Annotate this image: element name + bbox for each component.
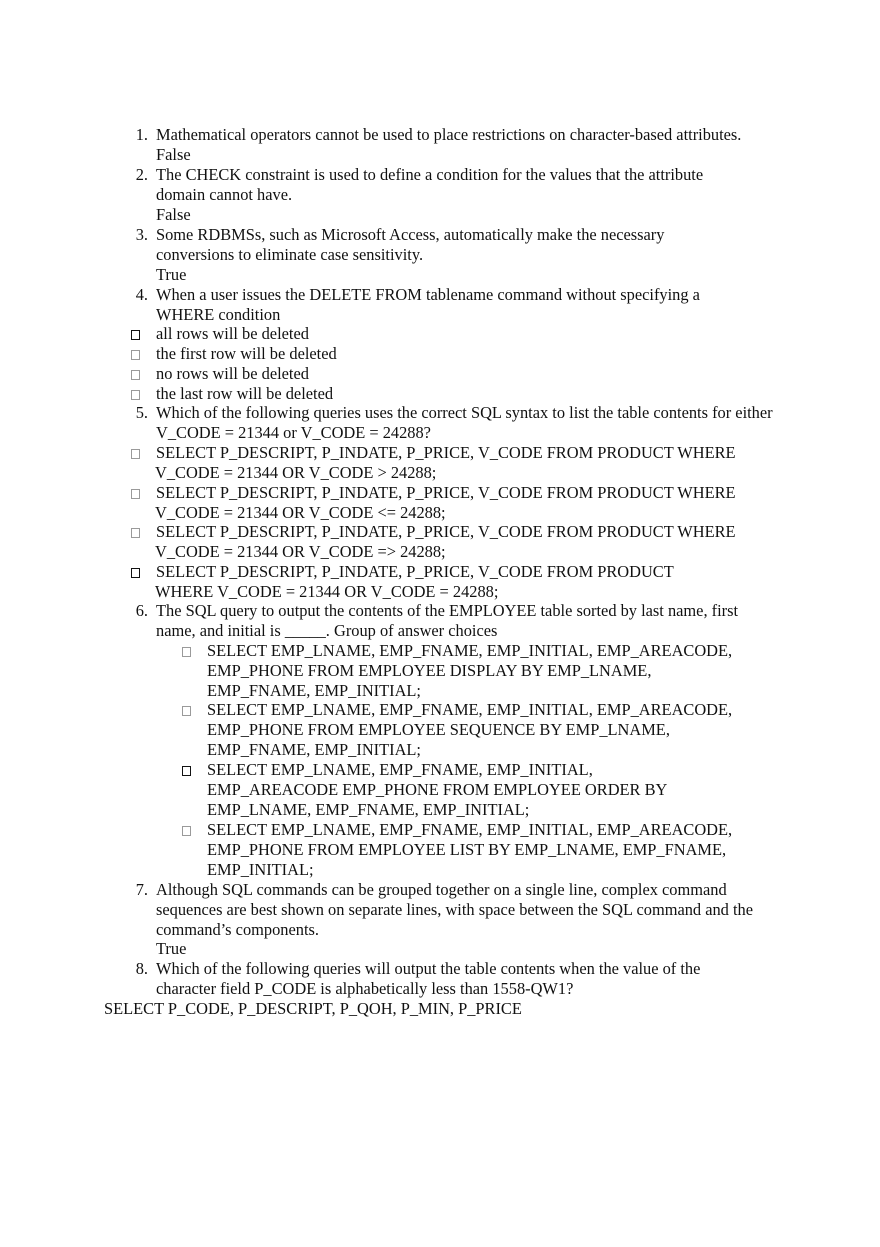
option-text-continued: V_CODE = 21344 OR V_CODE => 24288; — [155, 542, 446, 561]
option-text: SELECT EMP_LNAME, EMP_FNAME, EMP_INITIAL, EMP_AREACODE, — [207, 820, 733, 839]
question-answer: False — [156, 144, 191, 164]
option-text: SELECT EMP_LNAME, EMP_FNAME, EMP_INITIAL, EMP_AREACODE, — [207, 641, 733, 660]
checkbox-icon[interactable] — [182, 826, 191, 836]
option-checkbox[interactable] — [131, 324, 781, 344]
option-text-continued: V_CODE = 21344 OR V_CODE > 24288; — [155, 463, 437, 482]
question-text: Which of the following queries will output the table contents when the value of the character field P_CODE is alphabetically less than 1558-QW1? — [156, 959, 701, 998]
question-answer: True — [156, 264, 187, 284]
question-text: Although SQL commands can be grouped together on a single line, complex command sequences are best shown on separate lines, with space between the SQL command and the command’s components. — [156, 880, 754, 939]
question-number: 7. — [135, 880, 148, 899]
checkbox-icon[interactable] — [182, 766, 191, 776]
trailing-sql-line: SELECT P_CODE, P_DESCRIPT, P_QOH, P_MIN, P_PRICE — [104, 999, 522, 1018]
question-1 — [126, 125, 786, 165]
checkbox-icon[interactable] — [131, 370, 140, 380]
option-text-continued: EMP_LNAME, EMP_FNAME, EMP_INITIAL; — [207, 800, 530, 819]
option-text: the first row will be deleted — [156, 344, 337, 363]
option-text-continued: WHERE V_CODE = 21344 OR V_CODE = 24288; — [155, 582, 499, 601]
question-number: 3. — [135, 225, 148, 244]
option-text-continued: EMP_FNAME, EMP_INITIAL; — [207, 740, 421, 759]
question-7 — [126, 880, 786, 959]
question-8 — [126, 959, 786, 999]
option-text: SELECT P_DESCRIPT, P_INDATE, P_PRICE, V_CODE FROM PRODUCT WHERE — [156, 483, 736, 502]
checkbox-icon[interactable] — [131, 528, 140, 538]
option-checkbox[interactable] — [131, 522, 781, 542]
option-checkbox[interactable] — [182, 641, 782, 661]
checkbox-icon[interactable] — [131, 390, 140, 400]
option-text: SELECT P_DESCRIPT, P_INDATE, P_PRICE, V_CODE FROM PRODUCT WHERE — [156, 443, 736, 462]
question-text: When a user issues the DELETE FROM tablename command without specifying a WHERE condition — [156, 285, 700, 324]
question-4 — [126, 285, 786, 325]
question-number: 4. — [135, 285, 148, 304]
question-text: Mathematical operators cannot be used to place restrictions on character-based attributes. — [156, 125, 742, 144]
option-text: no rows will be deleted — [156, 364, 309, 383]
question-2 — [126, 165, 786, 224]
checkbox-icon[interactable] — [182, 706, 191, 716]
question-number: 1. — [135, 125, 148, 144]
question-answer: False — [156, 204, 191, 224]
option-text-continued: EMP_PHONE FROM EMPLOYEE DISPLAY BY EMP_LNAME, — [207, 661, 652, 680]
option-checkbox[interactable] — [182, 820, 782, 840]
question-6 — [126, 601, 786, 641]
option-checkbox[interactable] — [131, 483, 781, 503]
checkbox-icon[interactable] — [182, 647, 191, 657]
option-checkbox[interactable] — [131, 344, 781, 364]
option-text: all rows will be deleted — [156, 324, 309, 343]
checkbox-icon[interactable] — [131, 449, 140, 459]
option-text-continued: EMP_FNAME, EMP_INITIAL; — [207, 681, 421, 700]
option-text-continued: EMP_PHONE FROM EMPLOYEE SEQUENCE BY EMP_LNAME, — [207, 720, 670, 739]
question-number: 2. — [135, 165, 148, 184]
question-text: Which of the following queries uses the correct SQL syntax to list the table contents for either V_CODE = 21344 or V_CODE = 24288? — [156, 403, 773, 442]
option-text: the last row will be deleted — [156, 384, 334, 403]
question-number: 6. — [135, 601, 148, 620]
checkbox-icon[interactable] — [131, 489, 140, 499]
option-text: SELECT P_DESCRIPT, P_INDATE, P_PRICE, V_CODE FROM PRODUCT — [156, 562, 674, 581]
option-checkbox[interactable] — [131, 384, 781, 404]
option-checkbox[interactable] — [182, 760, 782, 780]
option-text-continued: EMP_AREACODE EMP_PHONE FROM EMPLOYEE ORDER BY — [207, 780, 668, 799]
checkbox-icon[interactable] — [131, 330, 140, 340]
option-text: SELECT EMP_LNAME, EMP_FNAME, EMP_INITIAL, EMP_AREACODE, — [207, 700, 733, 719]
checkbox-icon[interactable] — [131, 568, 140, 578]
option-text-continued: V_CODE = 21344 OR V_CODE <= 24288; — [155, 503, 446, 522]
question-text: Some RDBMSs, such as Microsoft Access, automatically make the necessary conversions to eliminate case sensitivity. — [156, 225, 665, 264]
option-text-continued: EMP_PHONE FROM EMPLOYEE LIST BY EMP_LNAME, EMP_FNAME, — [207, 840, 727, 859]
option-checkbox[interactable] — [131, 562, 781, 582]
option-text: SELECT P_DESCRIPT, P_INDATE, P_PRICE, V_CODE FROM PRODUCT WHERE — [156, 522, 736, 541]
option-checkbox[interactable] — [131, 443, 781, 463]
option-checkbox[interactable] — [131, 364, 781, 384]
question-answer: True — [156, 939, 187, 959]
option-checkbox[interactable] — [182, 700, 782, 720]
checkbox-icon[interactable] — [131, 350, 140, 360]
question-number: 5. — [135, 403, 148, 422]
question-text: The CHECK constraint is used to define a condition for the values that the attribute domain cannot have. — [156, 165, 704, 204]
question-text: The SQL query to output the contents of the EMPLOYEE table sorted by last name, first name, and initial is _____. Group of answer choices — [156, 601, 739, 640]
question-3 — [126, 225, 786, 284]
option-text: SELECT EMP_LNAME, EMP_FNAME, EMP_INITIAL, — [207, 760, 593, 779]
question-number: 8. — [135, 959, 148, 978]
option-text-continued: EMP_INITIAL; — [207, 860, 314, 879]
question-5 — [126, 403, 786, 443]
